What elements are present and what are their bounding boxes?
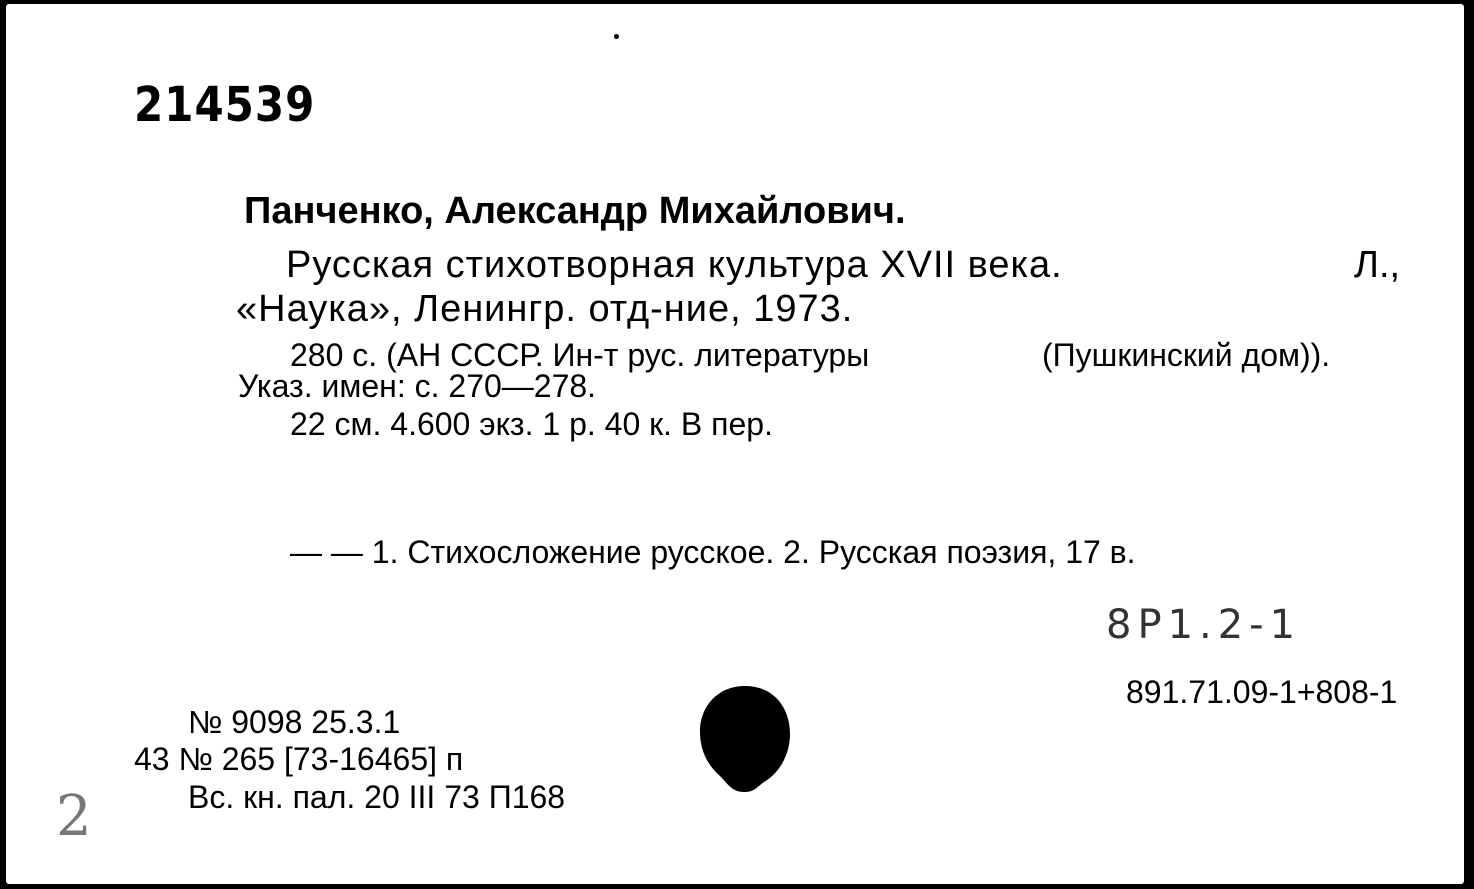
book-title: Русская стихотворная культура XVII века. <box>286 244 1063 286</box>
publisher-line: «Наука», Ленингр. отд-ние, 1973. <box>236 288 854 330</box>
physical-description: 22 см. 4.600 экз. 1 р. 40 к. В пер. <box>290 406 773 442</box>
series-line: (Пушкинский дом)). <box>1042 337 1331 373</box>
classification-code: 891.71.09-1+808-1 <box>1126 674 1398 710</box>
subject-headings: — — 1. Стихосложение русское. 2. Русская поэзия, 17 в. <box>290 534 1136 570</box>
book-chamber-line: Вс. кн. пал. 20 III 73 П168 <box>188 779 566 815</box>
index-note: Указ. имен: с. 270—278. <box>238 368 597 404</box>
ink-blot <box>698 684 792 794</box>
pencil-mark: 2 <box>56 784 92 849</box>
author-heading: Панченко, Александр Михайлович. <box>244 190 906 232</box>
accession-number: 214539 <box>134 76 316 133</box>
order-number: № 9098 25.3.1 <box>188 704 401 740</box>
publication-city: Л., <box>1354 244 1401 286</box>
catalog-card <box>6 4 1464 884</box>
print-number: 43 № 265 [73-16465] п <box>134 741 464 777</box>
ink-speck <box>614 34 619 39</box>
handwritten-classification: 8Р1.2-1 <box>1106 602 1302 648</box>
pagination-line: 280 с. (АН СССР. Ин-т рус. литературы <box>290 337 870 373</box>
